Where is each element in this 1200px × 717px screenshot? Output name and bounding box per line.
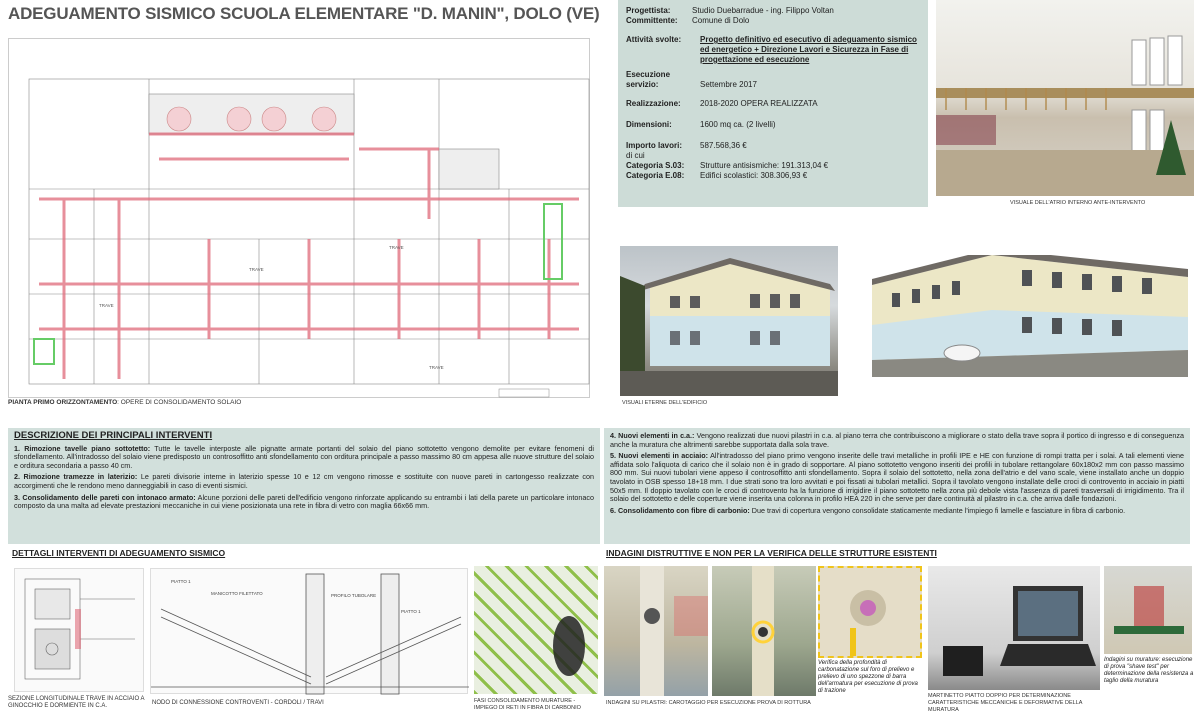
realizzazione-key: Realizzazione: [626, 99, 681, 108]
plan-caption-rest: : OPERE DI CONSOLIDAMENTO SOLAIO [117, 399, 242, 406]
atrium-photo [936, 0, 1194, 196]
desc-p1-text: Tutte le tavelle interposte alle pignatte armate portanti del solaio del piano sottotetto vengono demolite per evitare fenomeni di sfondellamento. All'intradosso del solaio viene predisposto un controsoffitto anti sfondellamento con orditura principale a passo massimo 80 cm appesa alle nuove strutture del solaio e orditura secondaria a passo 40 cm. [14, 443, 595, 470]
flat-jack-photo [928, 566, 1100, 690]
desc-p2 [14, 473, 594, 490]
description-panel-right [604, 428, 1190, 544]
desc-p2-title: 2. Rimozione tramezze in laterizio: [14, 472, 138, 482]
di-cui: di cui [626, 151, 645, 160]
desc-p1-title: 1. Rimozione tavelle piano sottotetto: [14, 443, 151, 453]
dimensioni-value: 1600 mq ca. (2 livelli) [700, 120, 776, 129]
categoria-e08-value: Edifici scolastici: 308.306,93 € [700, 171, 808, 180]
plan-caption [8, 399, 241, 406]
page-title: ADEGUAMENTO SISMICO SCUOLA ELEMENTARE "D. MANIN", DOLO (VE) [8, 4, 600, 23]
masonry-caption: Indagini su murature: esecuzione di prova "shave test" per determinazione della resistenza a taglio della muratura [1104, 657, 1194, 684]
importo-key: Importo lavori: [626, 141, 683, 150]
plan-label-trave: TRAVE [249, 267, 264, 272]
description-heading: DESCRIZIONE DEI PRINCIPALI INTERVENTI [14, 430, 213, 441]
atrium-caption: VISUALE DELL'ATRIO INTERNO ANTE-INTERVENTO [1010, 200, 1146, 206]
realizzazione-value: 2018-2020 OPERA REALIZZATA [700, 99, 818, 108]
desc-p3 [14, 494, 594, 511]
floor-plan-svg [9, 39, 591, 399]
carbonation-photo [818, 566, 922, 658]
flat-jack-caption: MARTINETTO PIATTO DOPPIO PER DETERMINAZIONE CARATTERISTICHE MECCANICHE E DEFORMATIVE DELLA MURATURA [928, 693, 1083, 713]
desc-p2-text: Le pareti divisorie interne in laterizio spesse 10 e 12 cm vengono rimosse e sostituite con nuove pareti in cartongesso realizzate con accorgimenti che le rendono meno danneggiabili in caso di eventi sismici. [14, 472, 594, 490]
desc-p4-title: 4. Nuovi elementi in c.a.: [610, 431, 695, 440]
desc-p4 [610, 432, 1184, 449]
desc-p6-text: Due travi di copertura vengono consolidate staticamente mediante l'impiego fi lamelle e fasciature in fibra di carbonio. [749, 505, 1126, 515]
committente-value: Comune di Dolo [692, 16, 750, 25]
plan-label-trave-2: TRAVE [99, 303, 114, 308]
importo-value: 587.568,36 € [700, 141, 747, 150]
progettista-value: Studio Duebarradue - ing. Filippo Voltan [692, 6, 834, 15]
exterior-photo-2 [872, 255, 1188, 377]
project-info-panel [618, 0, 928, 207]
exterior-caption: VISUALI ETERNE DELL'EDIFICIO [622, 400, 708, 406]
desc-p4-text: Vengono realizzati due nuovi pilastri in c.a. al piano terra che contribuiscono a migliorare o stato della trave sopra il portico di ingresso e di conseguenza anche la muratura che altrimenti sarebbe supportata dalla sola trave. [610, 431, 1184, 449]
categoria-s03-value: Strutture antisismiche: 191.313,04 € [700, 161, 829, 170]
desc-p5 [610, 452, 1184, 504]
node-label-piatto: PIATTO 1 [171, 579, 191, 584]
desc-p6-title: 6. Consolidamento con fibre di carbonio: [610, 505, 750, 515]
detail-section-caption: SEZIONE LONGITUDINALE TRAVE IN ACCIAIO A GINOCCHIO E DORMIENTE IN C.A. [8, 696, 145, 709]
attivita-key: Attività svolte: [626, 35, 682, 44]
detail-node-drawing [150, 568, 468, 694]
esecuzione-key: Esecuzione servizio: [626, 70, 671, 89]
floor-plan-drawing [8, 38, 590, 398]
desc-p5-title: 5. Nuovi elementi in acciaio: [610, 451, 709, 461]
categoria-e08-key: Categoria E.08: [626, 171, 685, 180]
esecuzione-value: Settembre 2017 [700, 80, 757, 89]
dimensioni-key: Dimensioni: [626, 120, 672, 129]
section-indagini: INDAGINI DISTRUTTIVE E NON PER LA VERIFICA DELLE STRUTTURE ESISTENTI [606, 548, 937, 558]
carbon-fiber-photo [474, 566, 598, 694]
categoria-s03-key: Categoria S.03: [626, 161, 685, 170]
attivita-value: Progetto definitivo ed esecutivo di adeguamento sismico ed energetico + Direzione Lavori e Sicurezza in Fase di progettazione ed esecuzione [700, 35, 917, 64]
detail-node-caption: NODO DI CONNESSIONE CONTROVENTI - CORDOLI / TRAVI [152, 700, 324, 706]
plan-caption-bold: PIANTA PRIMO ORIZZONTAMENTO [8, 399, 118, 406]
pillar-caption: INDAGINI SU PILASTRI: CAROTAGGIO PER ESECUZIONE PROVA DI ROTTURA [606, 700, 811, 706]
desc-p5-text: All'intradosso del piano primo vengono inserite delle travi metalliche in profili IPE e HE con funzione di rompi tratta per i solai. A tali elementi viene affidata solo l'aliquota di carico che il solaio non è in grado di sopportare. Al piano sottotetto vengono inseriti dei profili in tubolare rettangolare 60x180x2 mm con passo massimo 800 mm. Sui nuovi tubolari viene appeso il controsoffitto anti sfondellamento. Sopra il solaio del sottotetto, nella zona dell'atrio e del vano scale, viene installato anche un doppio tavolato in OSB spesso 18+18 mm. I due strati sono tra loro avvitati e poi fissati ai tubolari metallici. Sopra il tavolato vengono installate delle croci di controvento in acciaio in piatti 50x5 mm. Il doppio tavolato con le croci di controvento ha la funzione di irrigidire il piano sottotetto nella zona più debole vista l'assenza di pareti trasversali di irrigidimento. Tra il solaio del sottotetto e delle coperture viene inserita una colonna in profilo HEA 220 in che serve per dare continuità al pilastro in c.a. che arriva dalle fondazioni. [610, 451, 1184, 504]
section-dettagli: DETTAGLI INTERVENTI DI ADEGUAMENTO SISMICO [12, 548, 226, 558]
progettista-key: Progettista: [626, 6, 671, 15]
carbon-fiber-caption: FASI CONSOLIDAMENTO MURATURE - IMPIEGO DI RETI IN FIBRA DI CARBONIO [474, 698, 581, 711]
node-label-profilo: PROFILO TUBOLARE [331, 593, 377, 598]
carbonation-caption: Verifica della profondità di carbonatazione sul foro di prelievo e prelievo di uno spezzone di barra dell'armatura per esecuzione di prova di trazione [818, 660, 918, 694]
plan-label-trave-3: TRAVE [389, 245, 404, 250]
pillar-photo-1 [604, 566, 708, 696]
plan-label-trave-4: TRAVE [429, 365, 444, 370]
exterior-photo-1 [620, 246, 838, 396]
node-label-manicotto: MANICOTTO FILETTATO [211, 591, 263, 596]
description-panel-left [8, 428, 600, 544]
desc-p3-title: 3. Consolidamento delle pareti con intonaco armato: [14, 492, 196, 502]
node-label-piatto-2: PIATTO 1 [401, 609, 421, 614]
pillar-photo-2 [712, 566, 816, 696]
detail-section-drawing [14, 568, 144, 692]
committente-key: Committente: [626, 16, 678, 25]
masonry-photo [1104, 566, 1192, 654]
desc-p3-text: Alcune porzioni delle pareti dell'edificio vengono rinforzate applicando su entrambi i lati della parete un particolare intonaco composto da una malta ad elevate prestazioni meccaniche in cui viene posizionata una rete in fibra di vetro con maglia 66x66 mm. [14, 492, 594, 511]
desc-p6 [610, 507, 1184, 516]
desc-p1 [14, 445, 594, 471]
